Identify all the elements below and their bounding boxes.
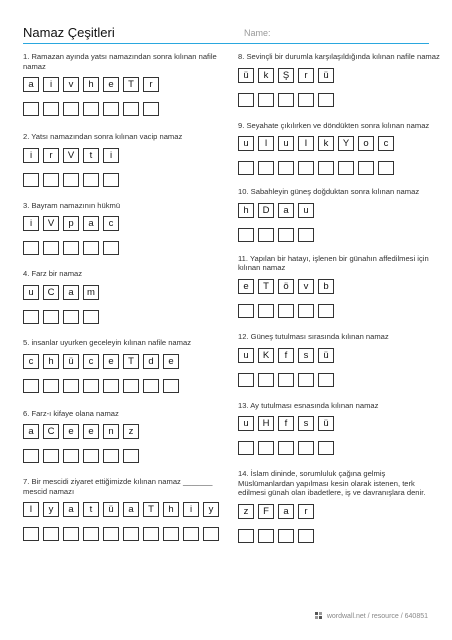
question-block (238, 401, 443, 456)
answer-box[interactable] (143, 379, 159, 393)
letter-tile: h (163, 502, 179, 517)
scrambled-letters (23, 216, 228, 231)
letter-tile: a (278, 203, 294, 218)
letter-tile: e (63, 424, 79, 439)
question-text: 12. Güneş tutulması sırasında kılınan namaz (238, 331, 389, 341)
answer-box[interactable] (63, 241, 79, 255)
question-block (238, 469, 443, 543)
answer-box[interactable] (83, 379, 99, 393)
letter-tile: Ş (278, 68, 294, 83)
right-question-column (238, 52, 443, 543)
answer-box[interactable] (163, 379, 179, 393)
answer-box[interactable] (258, 373, 274, 387)
letter-tile: h (238, 203, 254, 218)
answer-boxes (23, 449, 228, 463)
question-text: 4. Farz bir namaz (23, 269, 83, 279)
answer-box[interactable] (63, 310, 79, 324)
letter-tile: a (278, 504, 294, 519)
answer-box[interactable] (23, 527, 39, 541)
answer-boxes (23, 173, 228, 187)
wordwall-logo-icon (315, 612, 323, 620)
letter-tile: c (83, 354, 99, 369)
scrambled-letters (238, 504, 443, 519)
letter-tile: T (123, 354, 139, 369)
letter-tile: c (23, 354, 39, 369)
letter-tile: a (63, 502, 79, 517)
answer-box[interactable] (358, 161, 374, 175)
letter-tile: Y (338, 136, 354, 151)
question-text: 11. Yapılan bir hatayı, işlenen bir günahın affedilmesi için kılınan namaz (238, 253, 429, 273)
answer-box[interactable] (318, 304, 334, 318)
letter-tile: ü (63, 354, 79, 369)
scrambled-letters (238, 68, 443, 83)
scrambled-letters (238, 416, 443, 431)
footer-source: wordwall.net / resource / 640851 (326, 612, 428, 620)
letter-tile: y (203, 502, 219, 517)
letter-tile: a (23, 77, 39, 92)
answer-boxes (238, 373, 443, 387)
answer-box[interactable] (63, 379, 79, 393)
letter-tile: u (238, 348, 254, 363)
answer-box[interactable] (23, 310, 39, 324)
answer-box[interactable] (103, 527, 119, 541)
letter-tile: n (103, 424, 119, 439)
letter-tile: m (83, 285, 99, 300)
answer-box[interactable] (83, 310, 99, 324)
question-block (23, 409, 228, 464)
letter-tile: u (298, 203, 314, 218)
scrambled-letters (238, 203, 443, 218)
answer-boxes (238, 304, 443, 318)
question-block (23, 477, 228, 541)
letter-tile: u (23, 285, 39, 300)
letter-tile: ü (238, 68, 254, 83)
answer-box[interactable] (278, 304, 294, 318)
letter-tile: e (163, 354, 179, 369)
answer-box[interactable] (43, 241, 59, 255)
page-title: Namaz Çeşitleri (23, 25, 115, 40)
letter-tile: c (378, 136, 394, 151)
answer-box[interactable] (123, 102, 139, 116)
answer-box[interactable] (338, 161, 354, 175)
letter-tile: d (143, 354, 159, 369)
left-question-column (23, 52, 228, 541)
letter-tile: K (258, 348, 274, 363)
letter-tile: u (238, 136, 254, 151)
letter-tile: h (43, 354, 59, 369)
letter-tile: f (278, 348, 294, 363)
letter-tile: z (238, 504, 254, 519)
answer-box[interactable] (103, 173, 119, 187)
letter-tile: y (43, 502, 59, 517)
answer-box[interactable] (63, 449, 79, 463)
letter-tile: h (83, 77, 99, 92)
answer-box[interactable] (298, 161, 314, 175)
answer-box[interactable] (238, 304, 254, 318)
letter-tile: ü (103, 502, 119, 517)
answer-box[interactable] (183, 527, 199, 541)
answer-box[interactable] (318, 441, 334, 455)
answer-boxes (23, 310, 228, 324)
question-text: 5. insanlar uyurken geceleyin kılınan nafile namaz (23, 337, 192, 347)
answer-box[interactable] (238, 93, 254, 107)
answer-box[interactable] (203, 527, 219, 541)
question-block (23, 52, 228, 116)
answer-box[interactable] (238, 373, 254, 387)
answer-boxes (238, 93, 443, 107)
scrambled-letters (23, 354, 228, 369)
letter-tile: D (258, 203, 274, 218)
answer-box[interactable] (163, 527, 179, 541)
letter-tile: u (278, 136, 294, 151)
letter-tile: ö (278, 279, 294, 294)
answer-box[interactable] (123, 379, 139, 393)
answer-boxes (23, 527, 228, 541)
question-text: 1. Ramazan ayında yatsı namazından sonra kılınan nafile namaz (23, 52, 217, 71)
letter-tile: o (358, 136, 374, 151)
answer-box[interactable] (378, 161, 394, 175)
answer-box[interactable] (63, 173, 79, 187)
question-text: 2. Yatsı namazından sonra kılınan vacip namaz (23, 132, 183, 142)
letter-tile: l (258, 136, 274, 151)
answer-box[interactable] (43, 173, 59, 187)
footer (315, 612, 428, 620)
answer-box[interactable] (43, 310, 59, 324)
answer-box[interactable] (258, 161, 274, 175)
answer-boxes (238, 529, 443, 543)
question-block (23, 201, 228, 256)
answer-box[interactable] (63, 102, 79, 116)
question-text: 8. Sevinçli bir durumla karşılaşıldığında kılınan nafile namaz (238, 52, 440, 61)
answer-box[interactable] (298, 529, 314, 543)
answer-box[interactable] (103, 379, 119, 393)
letter-tile: a (83, 216, 99, 231)
answer-box[interactable] (258, 529, 274, 543)
letter-tile: i (183, 502, 199, 517)
letter-tile: H (258, 416, 274, 431)
scrambled-letters (23, 502, 228, 517)
letter-tile: C (43, 285, 59, 300)
question-text: 9. Seyahate çıkılırken ve döndükten sonra kılınan namaz (238, 120, 430, 130)
answer-box[interactable] (258, 304, 274, 318)
answer-box[interactable] (143, 527, 159, 541)
answer-box[interactable] (103, 241, 119, 255)
answer-box[interactable] (278, 373, 294, 387)
letter-tile: C (43, 424, 59, 439)
answer-boxes (23, 241, 228, 255)
answer-box[interactable] (278, 529, 294, 543)
answer-box[interactable] (238, 161, 254, 175)
question-text: 13. Ay tutulması esnasında kılınan namaz (238, 400, 379, 410)
answer-box[interactable] (298, 441, 314, 455)
letter-tile: b (318, 279, 334, 294)
answer-box[interactable] (278, 161, 294, 175)
answer-box[interactable] (238, 529, 254, 543)
answer-box[interactable] (83, 449, 99, 463)
scrambled-letters (23, 148, 228, 163)
letter-tile: T (123, 77, 139, 92)
letter-tile: e (103, 77, 119, 92)
answer-box[interactable] (83, 241, 99, 255)
answer-box[interactable] (23, 241, 39, 255)
letter-tile: a (63, 285, 79, 300)
letter-tile: V (63, 148, 79, 163)
letter-tile: I (298, 136, 314, 151)
answer-box[interactable] (43, 102, 59, 116)
answer-boxes (23, 102, 228, 116)
answer-box[interactable] (318, 93, 334, 107)
letter-tile: s (298, 348, 314, 363)
letter-tile: s (298, 416, 314, 431)
letter-tile: i (43, 77, 59, 92)
answer-box[interactable] (238, 228, 254, 242)
scrambled-letters (23, 77, 228, 92)
title-divider (23, 43, 429, 44)
letter-tile: k (318, 136, 334, 151)
letter-tile: T (143, 502, 159, 517)
answer-box[interactable] (258, 228, 274, 242)
letter-tile: r (143, 77, 159, 92)
answer-box[interactable] (143, 102, 159, 116)
answer-box[interactable] (23, 173, 39, 187)
answer-box[interactable] (23, 449, 39, 463)
letter-tile: T (258, 279, 274, 294)
letter-tile: F (258, 504, 274, 519)
answer-box[interactable] (278, 441, 294, 455)
answer-box[interactable] (298, 304, 314, 318)
letter-tile: a (23, 424, 39, 439)
question-block (238, 332, 443, 387)
letter-tile: r (298, 504, 314, 519)
letter-tile: k (258, 68, 274, 83)
letter-tile: v (63, 77, 79, 92)
answer-box[interactable] (298, 373, 314, 387)
letter-tile: v (298, 279, 314, 294)
letter-tile: u (238, 416, 254, 431)
question-block (23, 132, 228, 187)
answer-boxes (23, 379, 228, 393)
question-block (23, 338, 228, 393)
question-text: 3. Bayram namazının hükmü (23, 200, 121, 210)
answer-box[interactable] (23, 102, 39, 116)
answer-box[interactable] (298, 228, 314, 242)
letter-tile: a (123, 502, 139, 517)
question-block (238, 52, 443, 107)
answer-box[interactable] (63, 527, 79, 541)
answer-box[interactable] (318, 373, 334, 387)
answer-box[interactable] (103, 449, 119, 463)
letter-tile: r (298, 68, 314, 83)
question-block (238, 187, 443, 242)
letter-tile: t (83, 148, 99, 163)
scrambled-letters (238, 348, 443, 363)
question-text: 6. Farz-ı kifaye olana namaz (23, 408, 119, 418)
scrambled-letters (238, 136, 443, 151)
question-block (238, 254, 443, 318)
letter-tile: ü (318, 416, 334, 431)
question-text: 10. Sabahleyin güneş doğduktan sonra kılınan namaz (238, 187, 420, 197)
letter-tile: e (238, 279, 254, 294)
question-block (23, 269, 228, 324)
letter-tile: I (23, 502, 39, 517)
letter-tile: t (83, 502, 99, 517)
answer-box[interactable] (278, 228, 294, 242)
letter-tile: i (23, 148, 39, 163)
answer-box[interactable] (318, 161, 334, 175)
answer-box[interactable] (83, 102, 99, 116)
letter-tile: ü (318, 68, 334, 83)
question-block (238, 121, 443, 176)
answer-box[interactable] (298, 93, 314, 107)
question-text: 7. Bir mescidi ziyaret ettiğimizde kılınan namaz _______ mescid namazı (23, 477, 213, 496)
answer-box[interactable] (83, 527, 99, 541)
letter-tile: e (83, 424, 99, 439)
answer-box[interactable] (258, 441, 274, 455)
answer-box[interactable] (43, 379, 59, 393)
letter-tile: i (23, 216, 39, 231)
scrambled-letters (23, 285, 228, 300)
letter-tile: f (278, 416, 294, 431)
scrambled-letters (238, 279, 443, 294)
answer-box[interactable] (83, 173, 99, 187)
answer-box[interactable] (43, 527, 59, 541)
answer-box[interactable] (103, 102, 119, 116)
answer-box[interactable] (238, 441, 254, 455)
letter-tile: z (123, 424, 139, 439)
name-label: Name: (244, 28, 271, 38)
letter-tile: r (43, 148, 59, 163)
answer-boxes (238, 161, 443, 175)
answer-box[interactable] (23, 379, 39, 393)
letter-tile: p (63, 216, 79, 231)
answer-box[interactable] (43, 449, 59, 463)
answer-box[interactable] (278, 93, 294, 107)
question-text: 14. İslam dininde, sorumluluk çağına gelmiş Müslümanlardan yapılması kesin olarak istenen, terk edilmesi günah olan ibadetlere, iş ve davranışlara denir. (238, 469, 426, 498)
scrambled-letters (23, 424, 228, 439)
letter-tile: e (103, 354, 119, 369)
letter-tile: i (103, 148, 119, 163)
answer-box[interactable] (123, 527, 139, 541)
answer-box[interactable] (258, 93, 274, 107)
answer-boxes (238, 228, 443, 242)
letter-tile: V (43, 216, 59, 231)
answer-box[interactable] (123, 449, 139, 463)
answer-boxes (238, 441, 443, 455)
letter-tile: ü (318, 348, 334, 363)
letter-tile: c (103, 216, 119, 231)
